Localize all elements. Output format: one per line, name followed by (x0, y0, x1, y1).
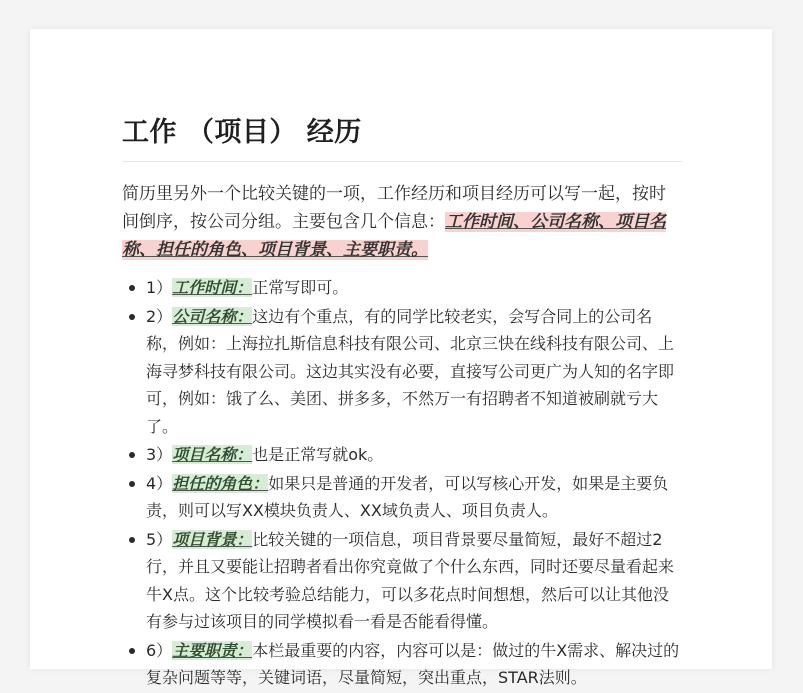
item-key: 工作时间： (172, 278, 253, 297)
document-content (122, 113, 682, 693)
item-number: 3） (146, 445, 173, 464)
item-text: 本栏最重要的内容，内容可以是：做过的牛X需求、解决过的复杂问题等等，关键词语，尽量简短，突出重点，STAR法则。 (146, 640, 680, 687)
item-key: 项目名称： (172, 445, 253, 464)
item-text: 正常写即可。 (252, 278, 349, 297)
item-text: 如果只是普通的开发者，可以写核心开发，如果是主要负责，则可以写XX模块负责人、XX域负责人、项目负责人。 (146, 473, 669, 520)
item-number: 6） (146, 640, 173, 660)
bullet-icon (129, 648, 135, 654)
intro-text: 简历里另外一个比较关键的一项，工作经历和项目经历可以写一起，按时间倒序，按公司分组。主要包含几个信息： (122, 184, 666, 232)
item-text: 也是正常写就ok。 (252, 445, 384, 464)
list-item (146, 274, 682, 302)
item-key: 担任的角色： (172, 473, 269, 493)
item-number: 5） (146, 529, 173, 549)
info-list (122, 274, 682, 692)
list-item (146, 637, 682, 692)
bullet-icon (129, 285, 135, 291)
item-text: 比较关键的一项信息，项目背景要尽量简短，最好不超过2行，并且又要能让招聘者看出你究竟做了个什么东西，同时还要尽量看起来牛X点。这个比较考验总结能力，可以多花点时间想想，然后可以让其他没有参与过该项目的同学模拟看一看是否能看得懂。 (146, 529, 675, 631)
item-number: 1） (146, 278, 173, 297)
bullet-icon (129, 452, 135, 458)
item-number: 2） (146, 306, 173, 326)
item-number: 4） (146, 473, 173, 493)
list-item (146, 526, 682, 636)
item-text: 这边有个重点，有的同学比较老实，会写合同上的公司名称，例如：上海拉扎斯信息科技有限公司、北京三快在线科技有限公司、上海寻梦科技有限公司。这边其实没有必要，直接写公司更广为人知的名字即可，例如：饿了么、美团、拼多多，不然万一有招聘者不知道被刷就亏大了。 (146, 306, 675, 436)
list-item (146, 441, 682, 469)
section-title: 工作 （项目） 经历 (122, 117, 362, 148)
bullet-icon (129, 537, 135, 543)
item-key: 项目背景： (172, 529, 253, 549)
list-item (146, 470, 682, 525)
item-key: 主要职责： (172, 640, 253, 660)
list-item (146, 303, 682, 441)
document-page (30, 29, 772, 687)
item-key: 公司名称： (172, 306, 253, 326)
bullet-icon (129, 314, 135, 320)
bullet-icon (129, 481, 135, 487)
intro-highlight: 工作时间、公司名称、项目名称、担任的角色、项目背景、主要职责。 (122, 212, 666, 260)
title-divider (122, 161, 682, 162)
intro-paragraph (122, 180, 682, 264)
